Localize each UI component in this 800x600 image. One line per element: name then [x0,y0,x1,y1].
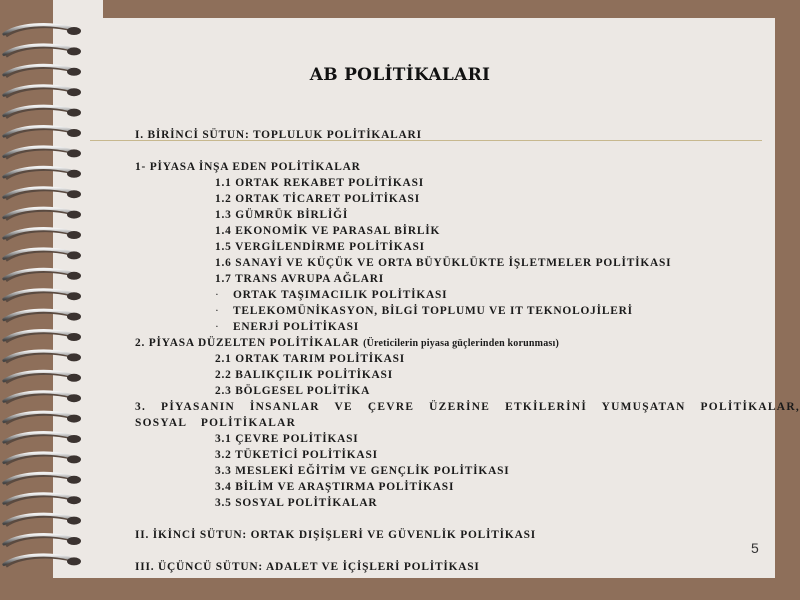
list-item: 3.5 SOSYAL POLİTİKALAR [215,497,378,509]
binding-hole [67,129,81,137]
list-item: 1.7 TRANS AVRUPA AĞLARI [215,273,385,285]
binding-hole [67,88,81,96]
binding-hole [67,435,81,443]
bullet-dot: · [215,305,220,317]
binding-hole [67,353,81,361]
binding-hole [67,415,81,423]
binding-hole [67,272,81,280]
list-item: 3.2 TÜKETİCİ POLİTİKASI [215,449,378,461]
bullet-dot: · [215,289,220,301]
binding-hole [67,211,81,219]
list-item: 2.3 BÖLGESEL POLİTİKA [215,385,371,397]
binding-hole [67,455,81,463]
list-item: 3.3 MESLEKİ EĞİTİM VE GENÇLİK POLİTİKASI [215,465,510,477]
page-number: 5 [751,540,759,556]
binding-hole [67,109,81,117]
binding-hole [67,190,81,198]
bullet-item: · TELEKOMÜNİKASYON, BİLGİ TOPLUMU VE IT TEKNOLOJİLERİ [215,305,633,317]
binding-hole [67,231,81,239]
spiral-binding [0,22,90,582]
binding-hole [67,537,81,545]
binding-hole [67,557,81,565]
list-item: 2.1 ORTAK TARIM POLİTİKASI [215,353,406,365]
binding-hole [67,170,81,178]
list-item: 1.5 VERGİLENDİRME POLİTİKASI [215,241,425,253]
list-item: 1.2 ORTAK TİCARET POLİTİKASI [215,193,420,205]
binding-hole [67,333,81,341]
list-item: 2.2 BALIKÇILIK POLİTİKASI [215,369,393,381]
binding-hole [67,47,81,55]
social-policies-heading: 3. PİYASANIN İNSANLAR VE ÇEVRE ÜZERİNE ETKİLERİNİ YUMUŞATAN POLİTİKALAR, SOSYAL POLİTİKALAR [135,401,800,429]
first-pillar-heading: I. BİRİNCİ SÜTUN: TOPLULUK POLİTİKALARI [135,129,422,141]
binding-hole [67,292,81,300]
list-item: 3.1 ÇEVRE POLİTİKASI [215,433,359,445]
binding-hole [67,313,81,321]
bullet-item: · ENERJİ POLİTİKASI [215,321,359,333]
third-pillar-heading: III. ÜÇÜNCÜ SÜTUN: ADALET VE İÇİŞLERİ POLİTİKASI [135,561,480,573]
binding-hole [67,251,81,259]
bullet-dot: · [215,321,220,333]
binding-hole [67,374,81,382]
second-pillar-heading: II. İKİNCİ SÜTUN: ORTAK DIŞİŞLERİ VE GÜVENLİK POLİTİKASI [135,529,536,541]
policy-outline [135,127,800,575]
bullet-item: · ORTAK TAŞIMACILIK POLİTİKASI [215,289,448,301]
market-correcting-heading: 2. PİYASA DÜZELTEN POLİTİKALAR (Üreticilerin piyasa güçlerinden korunması) [135,337,560,349]
binding-hole [67,27,81,35]
binding-hole [67,517,81,525]
list-item: 1.6 SANAYİ VE KÜÇÜK VE ORTA BÜYÜKLÜKTE İŞLETMELER POLİTİKASI [215,257,672,269]
binding-hole [67,149,81,157]
heading-note: (Üreticilerin piyasa güçlerinden korunması) [363,338,560,349]
list-item: 1.1 ORTAK REKABET POLİTİKASI [215,177,424,189]
binding-hole [67,496,81,504]
list-item: 3.4 BİLİM VE ARAŞTIRMA POLİTİKASI [215,481,455,493]
binding-hole [67,394,81,402]
binding-hole [67,476,81,484]
market-building-heading: 1- PİYASA İNŞA EDEN POLİTİKALAR [135,161,361,173]
slide-title: AB POLİTİKALARI [309,65,491,85]
page-top-edge [53,0,103,18]
list-item: 1.4 EKONOMİK VE PARASAL BİRLİK [215,225,441,237]
list-item: 1.3 GÜMRÜK BİRLİĞİ [215,209,349,221]
